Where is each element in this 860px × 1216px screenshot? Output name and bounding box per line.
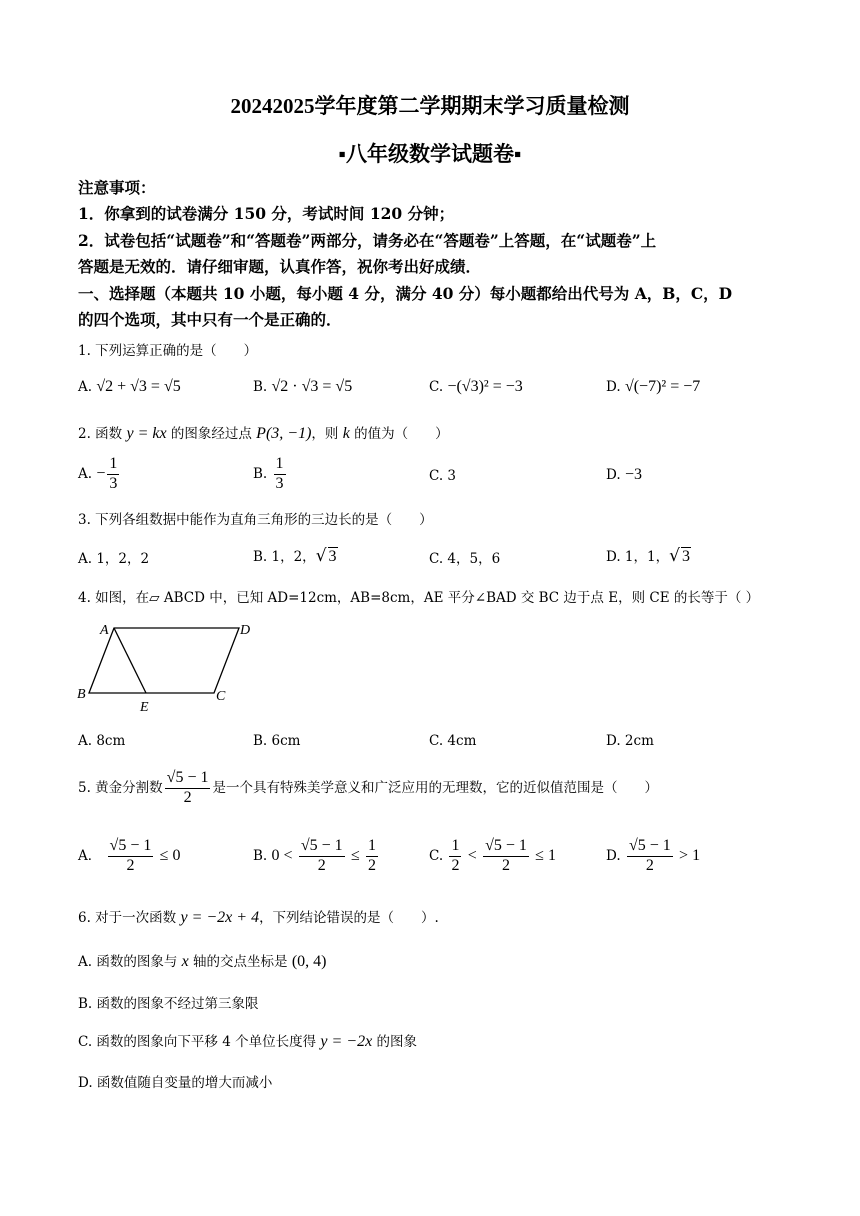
option-letter: A. bbox=[78, 379, 93, 395]
parallelogram-abcd bbox=[89, 628, 239, 693]
q6-function: y = −2x + 4 bbox=[180, 909, 260, 926]
denominator: 2 bbox=[451, 856, 460, 874]
q2-stem-part: 的图象经过点 bbox=[170, 426, 252, 442]
radicand: 3 bbox=[681, 548, 690, 565]
notice-item-1: 1．你拿到的试卷满分 150 分，考试时间 120 分钟； bbox=[78, 204, 455, 223]
option-letter: D. bbox=[606, 379, 621, 395]
option-letter: B. bbox=[253, 465, 268, 482]
numerator: 1 bbox=[366, 838, 378, 857]
denominator: 2 bbox=[501, 856, 510, 874]
fraction bbox=[366, 838, 378, 875]
option-text: C. 函数的图象向下平移 4 个单位长度得 bbox=[78, 1034, 317, 1050]
fraction bbox=[299, 838, 345, 875]
numerator: 1 bbox=[449, 838, 461, 857]
label-b: B bbox=[77, 687, 86, 702]
relation-sign: ≤ 1 bbox=[535, 846, 556, 864]
fraction bbox=[107, 456, 119, 493]
denominator: 3 bbox=[109, 474, 118, 492]
q5-option-c[interactable] bbox=[429, 838, 556, 875]
q2-stem bbox=[78, 422, 449, 443]
radical-sign: √ bbox=[315, 546, 327, 566]
q3-option-b[interactable] bbox=[253, 545, 338, 566]
q5-stem bbox=[78, 770, 658, 807]
q2-stem-part: ，则 bbox=[311, 426, 339, 442]
notice-item-2-line-1: 2．试卷包括“试题卷”和“答题卷”两部分，请务必在“答题卷”上答题，在“试题卷”上 bbox=[78, 231, 657, 250]
label-d: D bbox=[240, 623, 251, 638]
q1-option-d[interactable] bbox=[606, 378, 700, 396]
option-text: 的图象 bbox=[376, 1034, 417, 1050]
q4-option-d[interactable]: D. 2cm bbox=[606, 733, 654, 749]
q2-point: P(3, −1) bbox=[256, 425, 312, 442]
q5-option-a-relation: ≤ 0 bbox=[159, 846, 181, 864]
q2-stem-part: 2. 函数 bbox=[78, 426, 123, 442]
q4-option-a[interactable]: A. 8cm bbox=[78, 733, 126, 749]
relation-sign: < bbox=[467, 846, 477, 864]
shifted-function: y = −2x bbox=[320, 1033, 373, 1050]
q2-option-a[interactable] bbox=[78, 456, 121, 493]
q1-option-a[interactable] bbox=[78, 378, 181, 396]
label-a: A bbox=[100, 623, 109, 638]
q1-option-a-expr: √2 + √3 = √5 bbox=[96, 378, 181, 395]
q6-option-a[interactable] bbox=[78, 950, 327, 971]
fraction bbox=[483, 838, 529, 875]
numerator: √5 − 1 bbox=[299, 838, 345, 857]
label-e: E bbox=[140, 700, 149, 715]
q1-option-b-expr: √2 · √3 = √5 bbox=[271, 378, 353, 395]
relation-sign: ≤ bbox=[350, 846, 360, 864]
q2-k: k bbox=[342, 425, 350, 442]
q5-option-b-left: 0 < bbox=[271, 846, 293, 864]
numerator: 1 bbox=[107, 456, 119, 475]
fraction bbox=[627, 838, 673, 875]
denominator: 2 bbox=[317, 856, 326, 874]
section-1-instructions-line-2: 的四个选项，其中只有一个是正确的． bbox=[78, 310, 342, 329]
q1-option-b[interactable] bbox=[253, 378, 352, 396]
q2-function: y = kx bbox=[126, 425, 167, 442]
q5-option-b[interactable] bbox=[253, 838, 380, 875]
option-letter: C. bbox=[429, 379, 444, 395]
denominator: 2 bbox=[645, 856, 654, 874]
q6-option-b[interactable]: B. 函数的图象不经过第三象限 bbox=[78, 996, 259, 1012]
numerator: √5 − 1 bbox=[483, 838, 529, 857]
option-text: D. 1，1， bbox=[606, 549, 670, 565]
fraction bbox=[108, 838, 154, 875]
q6-stem-part: 6. 对于一次函数 bbox=[78, 910, 177, 926]
intercept-point: (0, 4) bbox=[291, 953, 327, 970]
radicand: 3 bbox=[328, 548, 337, 565]
option-letter: B. bbox=[253, 847, 268, 864]
denominator: 2 bbox=[183, 788, 192, 806]
section-1-instructions-line-1: 一、选择题（本题共 10 小题，每小题 4 分，满分 40 分）每小题都给出代号为 A，B，C，D bbox=[78, 284, 733, 303]
option-text: 轴的交点坐标是 bbox=[193, 954, 288, 970]
x-variable: x bbox=[181, 953, 189, 970]
q2-option-c[interactable]: C. 3 bbox=[429, 468, 457, 484]
denominator: 3 bbox=[275, 474, 284, 492]
q1-stem: 1. 下列运算正确的是（ ） bbox=[78, 343, 258, 359]
minus-sign: − bbox=[96, 464, 106, 482]
q2-option-b[interactable] bbox=[253, 456, 288, 493]
numerator: √5 − 1 bbox=[627, 838, 673, 857]
option-text: B. 1，2， bbox=[253, 549, 316, 565]
numerator: 1 bbox=[274, 456, 286, 475]
q4-option-c[interactable]: C. 4cm bbox=[429, 733, 477, 749]
q3-option-c[interactable]: C. 4，5，6 bbox=[429, 551, 501, 567]
numerator: √5 − 1 bbox=[108, 838, 154, 857]
notice-item-2-line-2: 答题是无效的．请仔细审题，认真作答，祝你考出好成绩． bbox=[78, 257, 482, 276]
option-letter: A. bbox=[78, 465, 93, 482]
numerator: √5 − 1 bbox=[165, 770, 211, 789]
q4-stem: 4. 如图，在▱ ABCD 中，已知 AD=12cm，AB=8cm，AE 平分∠BAD 交 BC 边于点 E，则 CE 的长等于（ ） bbox=[78, 590, 760, 606]
notice-heading: 注意事项： bbox=[78, 178, 156, 197]
fraction bbox=[449, 838, 461, 875]
denominator: 2 bbox=[368, 856, 377, 874]
page-subtitle: ▪八年级数学试题卷▪ bbox=[338, 142, 522, 166]
option-letter: A． bbox=[78, 847, 102, 864]
denominator: 2 bbox=[126, 856, 135, 874]
option-letter: C. bbox=[429, 847, 444, 864]
q5-stem-part: 5. 黄金分割数 bbox=[78, 779, 163, 796]
golden-ratio-fraction bbox=[165, 770, 211, 807]
q3-option-d[interactable] bbox=[606, 545, 691, 566]
parallelogram-figure bbox=[74, 618, 274, 718]
q6-option-d[interactable]: D. 函数值随自变量的增大而减小 bbox=[78, 1075, 273, 1091]
q5-option-a[interactable] bbox=[78, 838, 180, 875]
q3-stem: 3. 下列各组数据中能作为直角三角形的三边长的是（ ） bbox=[78, 512, 433, 528]
segment-ae bbox=[114, 628, 146, 693]
q6-stem-part: ，下列结论错误的是（ ）. bbox=[259, 910, 439, 926]
q6-stem bbox=[78, 906, 439, 927]
option-letter: D. bbox=[606, 847, 621, 864]
q5-option-d[interactable] bbox=[606, 838, 700, 875]
option-letter: B. bbox=[253, 379, 268, 395]
page-title: 20242025学年度第二学期期末学习质量检测 bbox=[230, 94, 630, 118]
q2-stem-part: 的值为（ ） bbox=[354, 426, 449, 442]
option-text: A. 函数的图象与 bbox=[78, 954, 178, 970]
fraction bbox=[274, 456, 286, 493]
q1-option-c[interactable] bbox=[429, 378, 523, 396]
q1-option-c-expr: −(√3)² = −3 bbox=[447, 378, 523, 395]
label-c: C bbox=[216, 689, 226, 704]
option-letter: D. bbox=[606, 467, 621, 483]
radical-sign: √ bbox=[669, 546, 680, 566]
q2-option-d[interactable] bbox=[606, 466, 642, 484]
q4-option-b[interactable]: B. 6cm bbox=[253, 733, 301, 749]
q6-option-c[interactable] bbox=[78, 1030, 417, 1051]
q5-stem-part: 是一个具有特殊美学意义和广泛应用的无理数，它的近似值范围是（ ） bbox=[212, 779, 658, 796]
q2-option-d-value: −3 bbox=[624, 466, 642, 483]
q3-option-a[interactable]: A. 1，2，2 bbox=[78, 551, 150, 567]
q5-option-d-relation: > 1 bbox=[679, 846, 701, 864]
q1-option-d-expr: √(−7)² = −7 bbox=[624, 378, 701, 395]
